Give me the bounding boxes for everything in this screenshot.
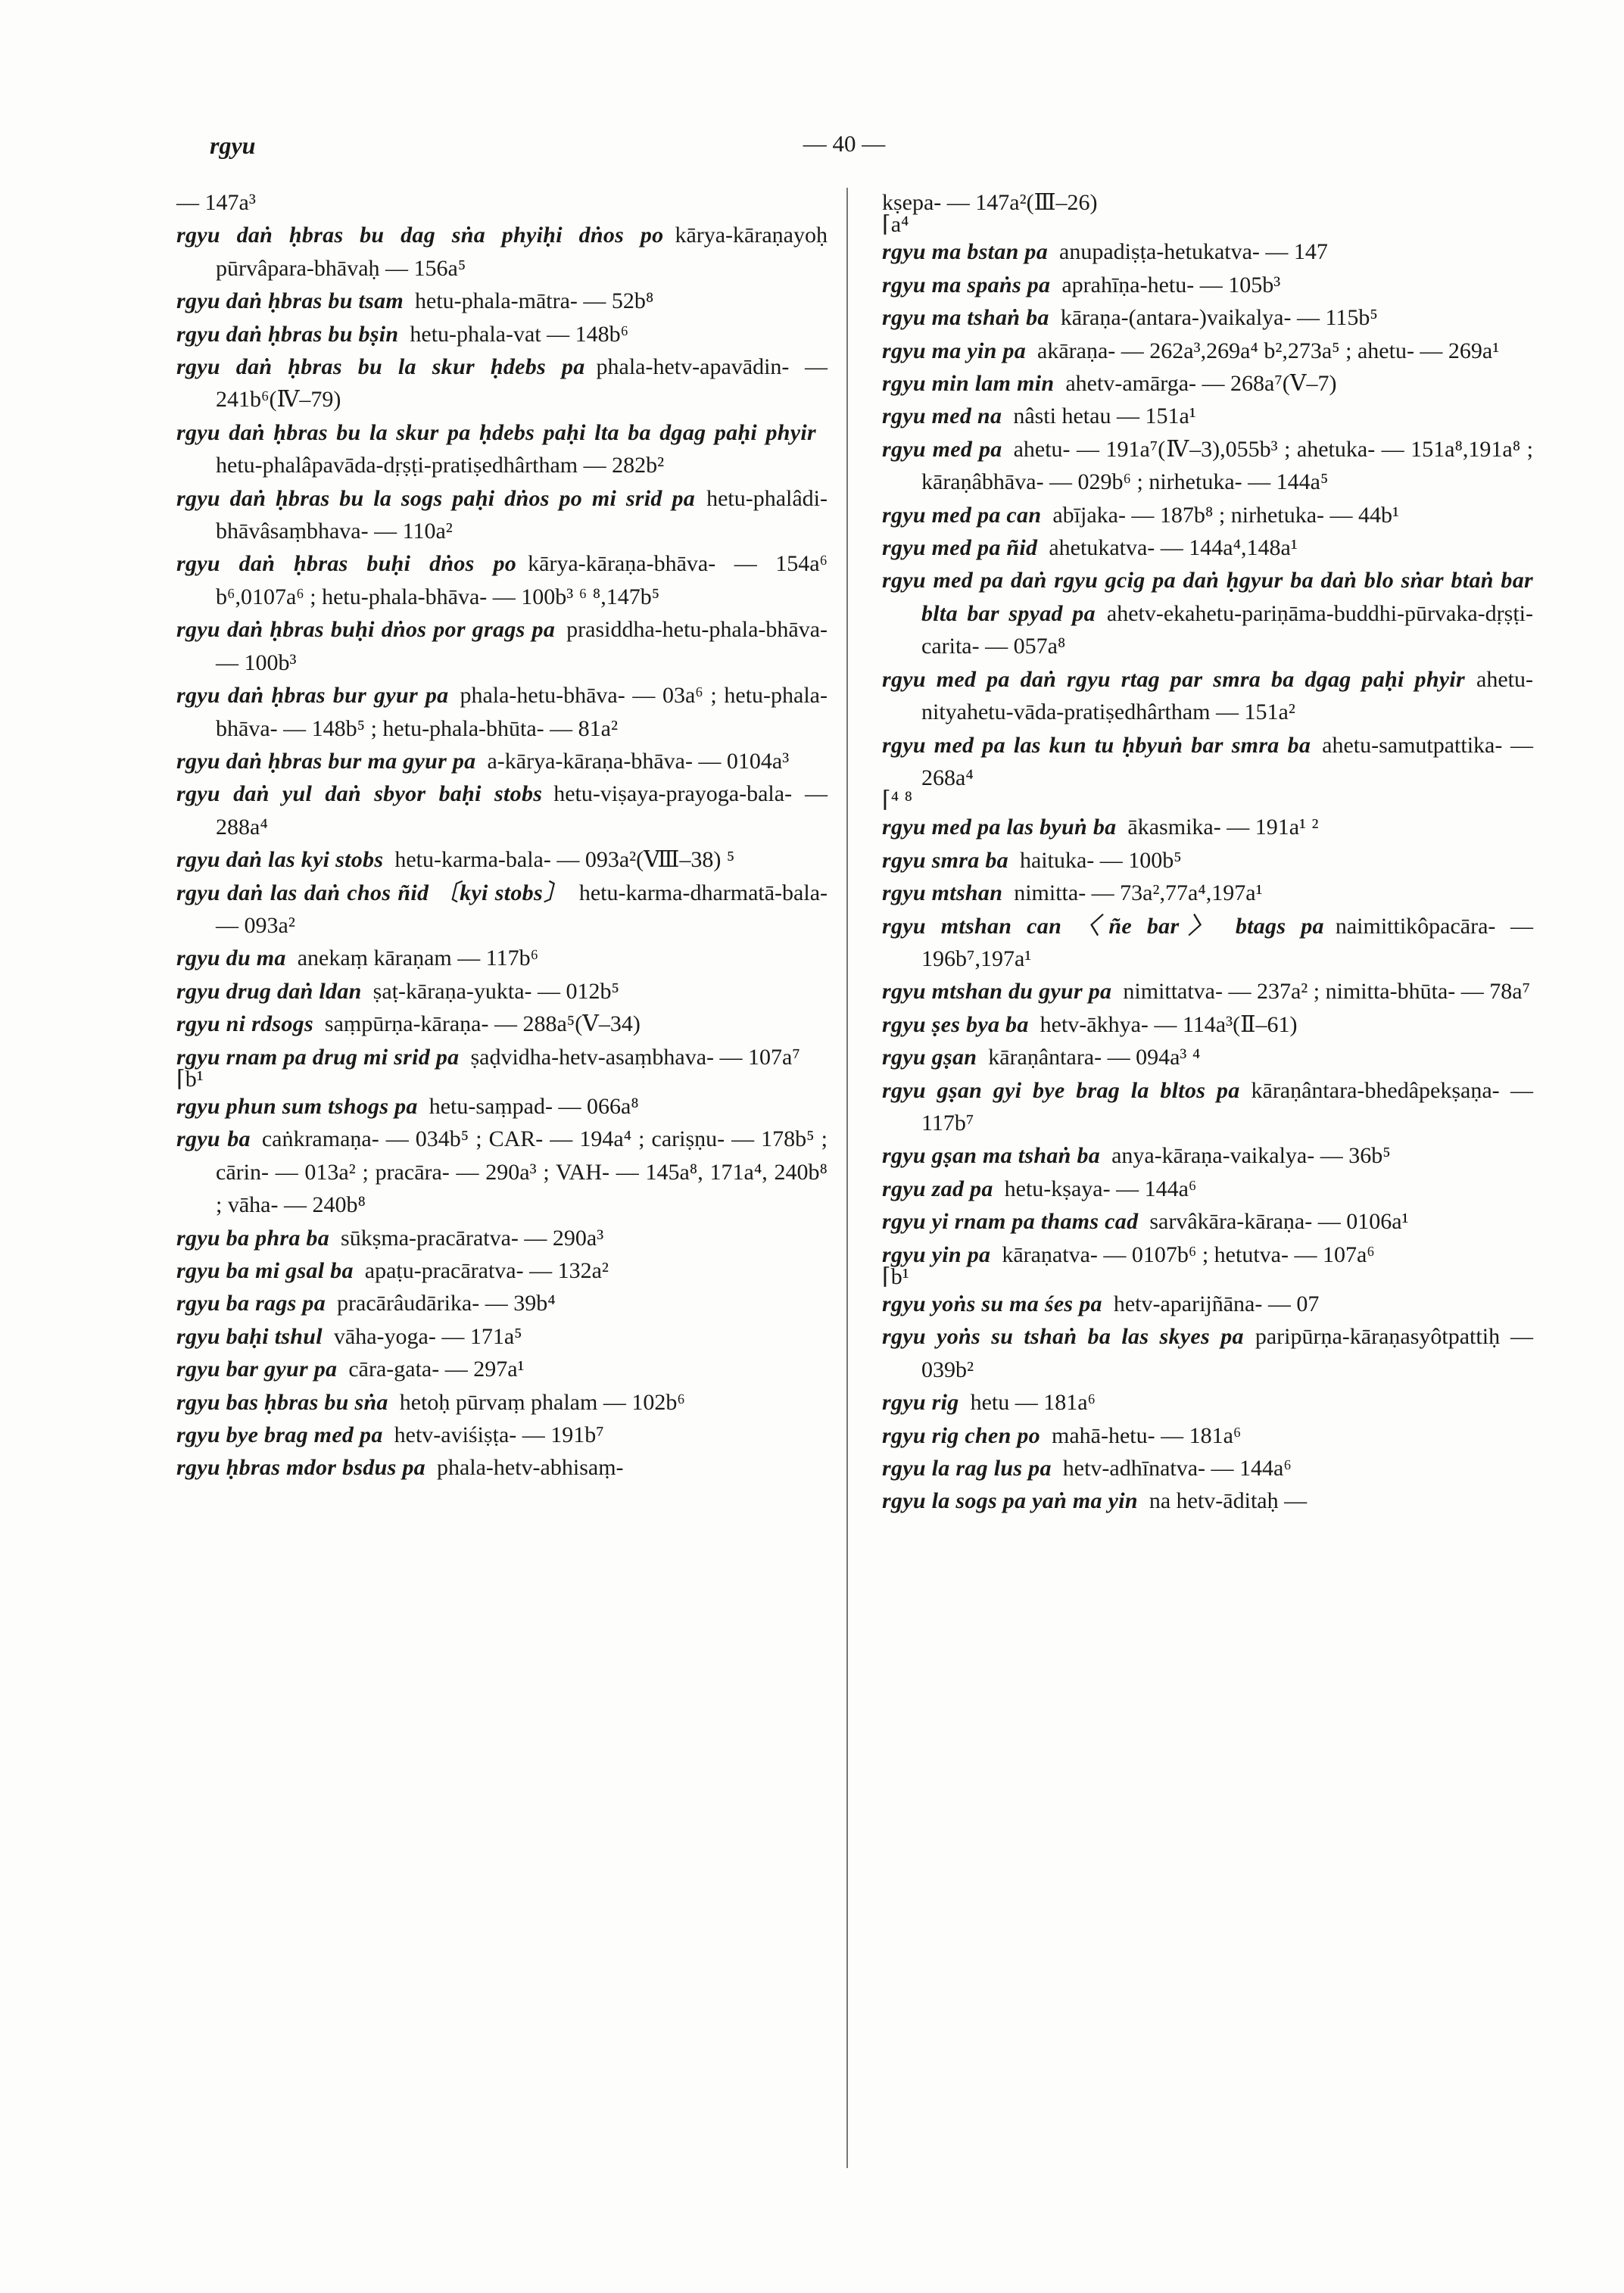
dictionary-entry (882, 844, 1533, 877)
right-column (882, 186, 1533, 1518)
entry-definition: sarvâkāra-kāraṇa- — 0106a¹ (1149, 1209, 1409, 1235)
dictionary-entry (882, 400, 1533, 432)
entry-definition: hetoḥ pūrvaṃ phalam — 102b⁶ (399, 1389, 685, 1415)
dictionary-entry (882, 186, 1533, 238)
entry-definition: ṣaṭ-kāraṇa-yukta- — 012b⁵ (372, 978, 619, 1004)
entry-headword: rgyu la sogs pa yaṅ ma yin (882, 1488, 1138, 1514)
entry-headword: rgyu ba mi gsal ba (176, 1258, 354, 1283)
entry-headword: rgyu phun sum tshogs pa (176, 1093, 418, 1119)
entry-definition: hetu-karma-dharmatā-bala- — 093a² (216, 880, 828, 938)
entry-headword: rgyu ba rags pa (176, 1291, 326, 1316)
entry-headword: rgyu bye brag med pa (176, 1422, 383, 1448)
dictionary-entry (176, 1386, 828, 1419)
dictionary-entry (882, 433, 1533, 499)
dictionary-entry (176, 1254, 828, 1287)
entry-headword: rgyu med pa can (882, 502, 1042, 528)
dictionary-entry (176, 679, 828, 745)
entry-headword: rgyu med pa las kun tu ḥbyuṅ bar smra ba (882, 732, 1311, 758)
entry-headword: rgyu daṅ ḥbras bur gyur pa (176, 683, 449, 709)
entry-definition: caṅkramaṇa- — 034b⁵ ; CAR- — 194a⁴ ; cariṣṇu- — 178b⁵ ; cārin- — 013a² ; pracāra- — 290a³ ; VAH- — 145a⁸, 171a⁴, 240b⁸ ; vāha- — 240b⁸ (216, 1126, 828, 1218)
dictionary-entry (882, 1320, 1533, 1386)
entry-definition: ahetu-samutpattika- — 268a⁴ (921, 732, 1533, 790)
entry-definition: prasiddha-hetu-phala-bhāva- — 100b³ (216, 617, 828, 675)
entry-definition: nimittatva- — 237a² ; nimitta-bhūta- — 78a⁷ (1123, 979, 1531, 1005)
dictionary-entry (882, 1485, 1533, 1517)
entry-definition: kāraṇântara- — 094a³ ⁴ (988, 1045, 1201, 1070)
dictionary-entry (176, 186, 828, 219)
entry-headword: rgyu zad pa (882, 1176, 993, 1201)
entry-headword: rgyu med pa daṅ rgyu gcig pa daṅ ḥgyur ba daṅ blo sṅar btaṅ bar blta bar spyad pa (882, 568, 1533, 626)
dictionary-entry (176, 1041, 828, 1090)
entry-definition: kṣepa- — 147a²(Ⅲ–26) (882, 190, 1098, 215)
dictionary-entry (176, 975, 828, 1008)
entry-definition: ahetv-amārga- — 268a⁷(Ⅴ–7) (1065, 371, 1337, 397)
entry-definition: kārya-kāraṇayoḥ pūrvâpara-bhāvaḥ — 156a⁵ (216, 223, 828, 281)
dictionary-entry (882, 811, 1533, 843)
entry-definition: sūkṣma-pracāratva- — 290a³ (341, 1225, 604, 1251)
entry-definition: hetv-adhīnatva- — 144a⁶ (1062, 1456, 1292, 1481)
entry-headword: rgyu rig (882, 1390, 959, 1416)
dictionary-entry (882, 301, 1533, 334)
entry-margin-mark: ⌈a⁴ (882, 212, 909, 238)
entry-definition: phala-hetv-apavādin- — 241b⁶(Ⅳ–79) (216, 354, 828, 413)
dictionary-entry (176, 777, 828, 843)
page-number: — 40 — (803, 130, 886, 157)
entry-definition: kāraṇatva- — 0107b⁶ ; hetutva- — 107a⁶ (1002, 1242, 1375, 1267)
dictionary-entry (882, 1238, 1533, 1288)
entry-definition: abījaka- — 187b⁸ ; nirhetuka- — 44b¹ (1052, 502, 1400, 528)
entry-headword: rgyu smra ba (882, 847, 1008, 873)
entry-headword: rgyu med pa las byuṅ ba (882, 815, 1117, 840)
dictionary-entry (176, 877, 828, 942)
entry-headword: rgyu daṅ ḥbras bu tsam (176, 288, 404, 314)
dictionary-entry (882, 1205, 1533, 1238)
entry-headword: rgyu daṅ ḥbras bu la skur ḥdebs pa (176, 354, 585, 380)
dictionary-entry (882, 1074, 1533, 1140)
entry-definition: cāra-gata- — 297a¹ (348, 1357, 525, 1382)
entry-headword: rgyu rnam pa drug mi srid pa (176, 1044, 460, 1070)
entry-headword: rgyu mtshan du gyur pa (882, 979, 1112, 1005)
entry-headword: rgyu gṣan ma tshaṅ ba (882, 1143, 1101, 1169)
entry-definition: a-kārya-kāraṇa-bhāva- — 0104a³ (487, 748, 790, 774)
entry-definition: hetu-viṣaya-prayoga-bala- — 288a⁴ (216, 781, 828, 840)
entry-definition: saṃpūrṇa-kāraṇa- — 288a⁵(Ⅴ–34) (324, 1011, 641, 1037)
entry-definition: anya-kāraṇa-vaikalya- — 36b⁵ (1111, 1143, 1391, 1169)
entry-definition: kārya-kāraṇa-bhāva- — 154a⁶ b⁶,0107a⁶ ; hetu-phala-bhāva- — 100b³ ⁶ ⁸,147b⁵ (216, 551, 828, 609)
dictionary-entry (882, 1452, 1533, 1485)
entry-headword: rgyu daṅ ḥbras buḥi dṅos por grags pa (176, 617, 556, 643)
dictionary-entry (882, 1008, 1533, 1041)
dictionary-entry (882, 564, 1533, 662)
entry-definition: ahetukatva- — 144a⁴,148a¹ (1049, 535, 1298, 561)
entry-headword: rgyu ma bstan pa (882, 239, 1049, 265)
entry-definition: mahā-hetu- — 181a⁶ (1051, 1422, 1242, 1448)
dictionary-entry (882, 367, 1533, 400)
entry-definition: na hetv-āditaḥ — (1149, 1488, 1308, 1514)
dictionary-entry (882, 877, 1533, 909)
entry-headword: rgyu daṅ ḥbras bu dag sṅa phyiḥi dṅos po (176, 223, 664, 248)
entry-headword: rgyu gṣan gyi bye brag la bltos pa (882, 1077, 1240, 1103)
entry-margin-mark: ⌈b¹ (882, 1264, 909, 1289)
entry-headword: rgyu daṅ yul daṅ sbyor baḥi stobs (176, 781, 543, 807)
entry-definition: hetu-kṣaya- — 144a⁶ (1004, 1176, 1197, 1201)
entry-headword: rgyu yin pa (882, 1242, 991, 1267)
entry-headword: rgyu daṅ ḥbras buḥi dṅos po (176, 551, 517, 577)
entry-definition: nâsti hetau — 151a¹ (1013, 403, 1196, 429)
entry-definition: hetu-phalâpavāda-dṛṣṭi-pratiṣedhârtham — 282b² (216, 453, 665, 478)
entry-definition: — 147a³ (176, 190, 256, 215)
entry-definition: apaṭu-pracāratva- — 132a² (364, 1258, 609, 1283)
column-divider (846, 188, 848, 2168)
entry-headword: rgyu yoṅs su ma śes pa (882, 1291, 1102, 1316)
entry-definition: hetu — 181a⁶ (970, 1390, 1096, 1416)
entry-definition: hetv-ākhya- — 114a³(Ⅱ–61) (1040, 1011, 1298, 1037)
entry-headword: rgyu bar gyur pa (176, 1357, 338, 1382)
entry-definition: haituka- — 100b⁵ (1019, 847, 1182, 873)
dictionary-entry (176, 745, 828, 777)
entry-definition: hetu-phalâdi-bhāvâsaṃbhava- — 110a² (216, 485, 828, 544)
entry-headword: rgyu daṅ ḥbras bu bṣin (176, 321, 399, 347)
entry-headword: rgyu yi rnam pa thams cad (882, 1209, 1139, 1235)
entry-headword: rgyu mtshan can 〈ñe bar〉 btags pa (882, 913, 1324, 939)
entry-headword: rgyu daṅ las kyi stobs (176, 847, 384, 873)
dictionary-entry (176, 416, 828, 482)
entry-headword: rgyu med na (882, 403, 1002, 429)
entry-definition: paripūrṇa-kāraṇasyôtpattiḥ — 039b² (921, 1324, 1534, 1382)
dictionary-entry (176, 547, 828, 613)
entry-headword: rgyu du ma (176, 946, 286, 971)
entry-headword: rgyu ni rdsogs (176, 1011, 313, 1037)
dictionary-entry (176, 1008, 828, 1040)
entry-definition: anekaṃ kāraṇam — 117b⁶ (297, 946, 539, 971)
entry-definition: kāraṇa-(antara-)vaikalya- — 115b⁵ (1060, 305, 1378, 331)
dictionary-entry (176, 1123, 828, 1221)
entry-definition: vāha-yoga- — 171a⁵ (333, 1323, 522, 1349)
entry-definition: akāraṇa- — 262a³,269a⁴ b²,273a⁵ ; ahetu- — 269a¹ (1037, 338, 1500, 363)
dictionary-entry (882, 910, 1533, 976)
dictionary-entry (882, 1139, 1533, 1172)
entry-definition: hetu-saṃpad- — 066a⁸ (429, 1093, 639, 1119)
entry-margin-mark: ⌈⁴ ⁸ (882, 787, 913, 813)
dictionary-entry (882, 663, 1533, 729)
dictionary-entry (882, 1419, 1533, 1452)
entry-definition: ahetv-ekahetu-pariṇāma-buddhi-pūrvaka-dṛṣṭi-carita- — 057a⁸ (921, 600, 1533, 659)
dictionary-entry (176, 1287, 828, 1319)
entry-definition: hetu-phala-mātra- — 52b⁸ (415, 288, 654, 314)
entry-headword: rgyu ma tshaṅ ba (882, 305, 1049, 331)
entry-headword: rgyu med pa ñid (882, 535, 1038, 561)
entry-headword: rgyu daṅ ḥbras bur ma gyur pa (176, 748, 476, 774)
entry-definition: aprahīṇa-hetu- — 105b³ (1061, 272, 1281, 298)
entry-headword: rgyu ṣes bya ba (882, 1011, 1029, 1037)
dictionary-entry (176, 1419, 828, 1451)
entry-headword: rgyu bas ḥbras bu sṅa (176, 1389, 388, 1415)
entry-definition: kāraṇântara-bhedâpekṣaṇa- — 117b⁷ (921, 1077, 1533, 1136)
entry-definition: ṣaḍvidha-hetv-asaṃbhava- — 107a⁷ (470, 1044, 800, 1070)
entry-headword: rgyu daṅ ḥbras bu la sogs paḥi dṅos po mi srid pa (176, 485, 696, 511)
dictionary-entry (176, 1090, 828, 1123)
dictionary-entry (882, 499, 1533, 531)
entry-headword: rgyu ba (176, 1126, 251, 1152)
entry-headword: rgyu ḥbras mdor bsdus pa (176, 1455, 425, 1481)
entry-headword: rgyu ba phra ba (176, 1225, 330, 1251)
entry-headword: rgyu drug daṅ ldan (176, 978, 362, 1004)
dictionary-entry (882, 531, 1533, 564)
dictionary-entry (176, 613, 828, 679)
entry-definition: ahetu-nityahetu-vāda-pratiṣedhârtham — 151a² (921, 666, 1533, 725)
dictionary-entry (882, 1041, 1533, 1073)
dictionary-entry (176, 285, 828, 317)
entry-definition: anupadiṣṭa-hetukatva- — 147 (1059, 239, 1328, 265)
dictionary-entry (176, 1320, 828, 1353)
dictionary-entry (882, 335, 1533, 367)
entry-definition: hetv-aparijñāna- — 07 (1113, 1291, 1320, 1316)
dictionary-entry (176, 219, 828, 285)
entry-definition: hetu-phala-vat — 148b⁶ (410, 321, 629, 347)
dictionary-entry (882, 1288, 1533, 1320)
entry-headword: rgyu mtshan (882, 880, 1003, 906)
entry-definition: hetu-karma-bala- — 093a²(Ⅷ–38) ⁵ (394, 847, 735, 873)
dictionary-entry (882, 729, 1533, 812)
dictionary-entry (882, 1386, 1533, 1419)
entry-definition: ākasmika- — 191a¹ ² (1127, 815, 1319, 840)
entry-headword: rgyu ma spaṅs pa (882, 272, 1051, 298)
entry-definition: phala-hetu-bhāva- — 03a⁶ ; hetu-phala-bhāva- — 148b⁵ ; hetu-phala-bhūta- — 81a² (216, 683, 828, 741)
entry-definition: nimitta- — 73a²,77a⁴,197a¹ (1014, 880, 1263, 906)
dictionary-entry (882, 975, 1533, 1008)
dictionary-entry (882, 269, 1533, 301)
entry-headword: rgyu baḥi tshul (176, 1323, 323, 1349)
dictionary-entry (882, 235, 1533, 268)
entry-margin-mark: ⌈b¹ (176, 1066, 204, 1092)
entry-headword: rgyu gṣan (882, 1045, 977, 1070)
entry-definition: hetv-aviśiṣṭa- — 191b⁷ (394, 1422, 604, 1448)
running-head: rgyu (210, 132, 256, 159)
entry-definition: ahetu- — 191a⁷(Ⅳ–3),055b³ ; ahetuka- — 151a⁸,191a⁸ ; kāraṇâbhāva- — 029b⁶ ; nirhetuka- — 144a⁵ (921, 436, 1533, 495)
dictionary-entry (176, 1353, 828, 1385)
dictionary-entry (176, 942, 828, 974)
entry-headword: rgyu la rag lus pa (882, 1456, 1052, 1481)
entry-headword: rgyu med pa (882, 436, 1002, 462)
dictionary-entry (176, 1222, 828, 1254)
entry-headword: rgyu yoṅs su tshaṅ ba las skyes pa (882, 1324, 1244, 1350)
dictionary-entry (882, 1173, 1533, 1205)
entry-definition: pracārâudārika- — 39b⁴ (337, 1291, 556, 1316)
entry-headword: rgyu min lam min (882, 371, 1055, 397)
entry-definition: phala-hetv-abhisaṃ- (436, 1455, 624, 1481)
dictionary-entry (176, 843, 828, 876)
entry-headword: rgyu daṅ las daṅ chos ñid 〔kyi stobs〕 (176, 880, 568, 905)
dictionary-entry (176, 482, 828, 548)
entry-headword: rgyu daṅ ḥbras bu la skur pa ḥdebs paḥi lta ba dgag paḥi phyir (176, 419, 816, 445)
dictionary-entry (176, 1451, 828, 1484)
entry-definition: naimittikôpacāra- — 196b⁷,197a¹ (921, 913, 1533, 971)
entry-headword: rgyu ma yin pa (882, 338, 1027, 363)
left-column (176, 186, 828, 1485)
dictionary-entry (176, 350, 828, 416)
entry-headword: rgyu med pa daṅ rgyu rtag par smra ba dgag paḥi phyir (882, 666, 1466, 692)
dictionary-entry (176, 318, 828, 350)
entry-headword: rgyu rig chen po (882, 1422, 1040, 1448)
